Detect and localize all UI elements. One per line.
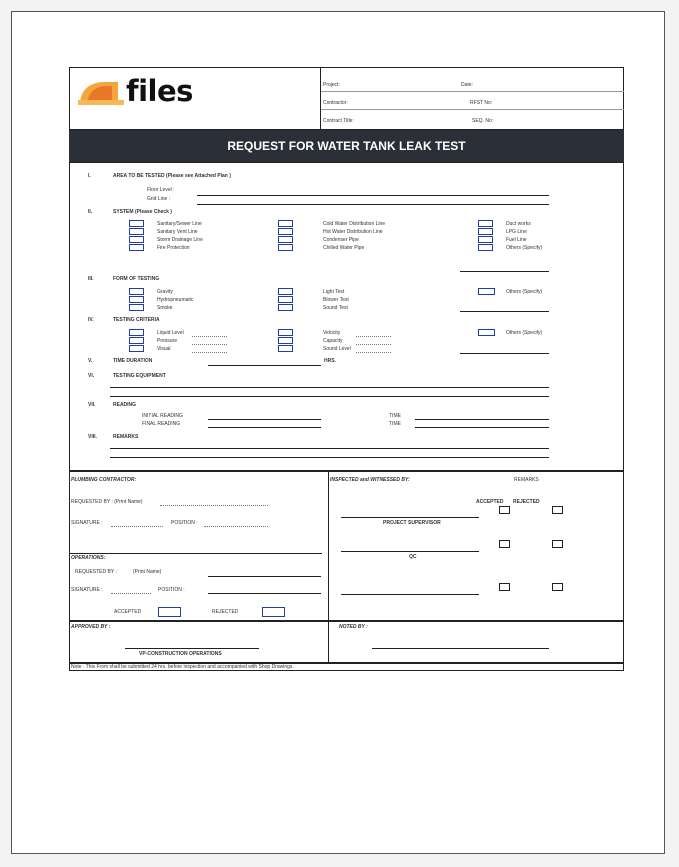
note-text: Note : This From shall be submitted 24 hrs. before inspection and accompanied with Shop Drawings. xyxy=(71,664,294,670)
third-accepted-checkbox[interactable] xyxy=(499,583,510,591)
criteria-others-field[interactable] xyxy=(460,353,549,354)
system-checkbox-4[interactable] xyxy=(129,244,144,251)
third-rejected-checkbox[interactable] xyxy=(552,583,563,591)
system-others-field[interactable] xyxy=(460,271,549,272)
form-page: files Project: Date: Contractor: RFST No: Contract Title: SEQ. No: REQUEST FOR WATER TANK LEAK TEST I. AREA TO BE TESTED (Please see Attached Plan ) Floor Level : Grid Line : II. SYSTEM (Please Check ) Sanitary/Sewer Line Sanitary Vent Line Storm Drainage Line Fire Protection Cold Water Distribution Line Hot Water Distribution Line Condenser Pipe Chilled Water Pipe Duct works LPG Line Fuel Line Others (Specify) III. FORM OF TESTING Gravity Hydropneumatic Smoke Light Test Blower Test Sound Test Others (Specify) IV. TESTING CRITERIA Liquid Level Pressure Visual Velocity Capacity Sound Level Others (Specify) V. TIME DURATION HRS. VI. TESTING EQUIPMENT VII. READING INITIAL READING TIME FINAL READING TIME VIII. REMARKS PLUMBING CONTRACTOR: REQUESTED BY : (Print Name) SIGNATURE : POSITION : INSPECTED and WITNESSED BY: REMARKS ACCEPTED REJECTED PROJECT SUPERVISOR QC OPERATIONS: REQUESTED BY : (Print Name) SIGNATURE : POSITION : ACCEPTED REJECTED APPROVED BY : VP-CONSTRUCTION OPERATIONS NOTED BY : Note : This From shall be submitted 24 hrs. before inspection and accompanied with Shop Drawings. xyxy=(11,11,665,854)
remarks-label: REMARKS xyxy=(113,434,139,440)
system-checkbox-5[interactable] xyxy=(278,220,293,227)
logo-text: files xyxy=(126,74,193,108)
qc-accepted-checkbox[interactable] xyxy=(499,540,510,548)
system-checkbox-3[interactable] xyxy=(129,236,144,243)
hardhat-icon xyxy=(78,78,126,108)
system-checkbox-8[interactable] xyxy=(278,244,293,251)
operations-position-field[interactable] xyxy=(208,593,321,594)
supervisor-accepted-checkbox[interactable] xyxy=(499,506,510,514)
equipment-field-2[interactable] xyxy=(110,396,549,397)
form-checkbox-6[interactable] xyxy=(278,304,293,311)
plumbing-position-field[interactable] xyxy=(204,526,268,527)
inspected-title: INSPECTED and WITNESSED BY: xyxy=(330,477,410,483)
duration-field[interactable] xyxy=(208,365,321,366)
signature-box xyxy=(69,471,624,621)
contract-title-label: Contract Title: xyxy=(323,118,354,124)
operations-name-field[interactable] xyxy=(208,576,321,577)
supervisor-rejected-checkbox[interactable] xyxy=(552,506,563,514)
form-checkbox-others[interactable] xyxy=(478,288,495,295)
noted-sign-line[interactable] xyxy=(372,648,549,649)
title-bar xyxy=(69,130,624,162)
form-others-field[interactable] xyxy=(460,311,549,312)
criteria-checkbox-4[interactable] xyxy=(278,329,293,336)
remarks-field-2[interactable] xyxy=(110,457,549,458)
form-checkbox-2[interactable] xyxy=(129,296,144,303)
criteria-checkbox-3[interactable] xyxy=(129,345,144,352)
area-label: AREA TO BE TESTED (Please see Attached Plan ) xyxy=(113,173,231,179)
reading-label: READING xyxy=(113,402,137,408)
operations-accepted-checkbox[interactable] xyxy=(158,607,181,617)
form-title: REQUEST FOR WATER TANK LEAK TEST xyxy=(227,139,466,153)
system-checkbox-10[interactable] xyxy=(478,228,493,235)
form-checkbox-5[interactable] xyxy=(278,296,293,303)
qc-sign-line[interactable] xyxy=(341,551,479,552)
equipment-label: TESTING EQUIPMENT xyxy=(113,373,166,379)
criteria-checkbox-6[interactable] xyxy=(278,345,293,352)
supervisor-sign-line[interactable] xyxy=(341,517,479,518)
form-checkbox-1[interactable] xyxy=(129,288,144,295)
final-time-field[interactable] xyxy=(415,427,549,428)
floor-level-field[interactable] xyxy=(197,195,549,196)
criteria-checkbox-2[interactable] xyxy=(129,337,144,344)
system-checkbox-9[interactable] xyxy=(478,220,493,227)
form-checkbox-3[interactable] xyxy=(129,304,144,311)
form-testing-label: FORM OF TESTING xyxy=(113,276,160,282)
operations-rejected-checkbox[interactable] xyxy=(262,607,285,617)
remarks-field-1[interactable] xyxy=(110,448,549,449)
contractor-label: Contractor: xyxy=(323,100,348,106)
system-label: SYSTEM (Please Check ) xyxy=(113,209,172,215)
system-checkbox-1[interactable] xyxy=(129,220,144,227)
operations-signature-field[interactable] xyxy=(111,593,151,594)
seq-label: SEQ. No: xyxy=(472,118,494,124)
system-checkbox-7[interactable] xyxy=(278,236,293,243)
system-checkbox-12[interactable] xyxy=(478,244,493,251)
system-checkbox-2[interactable] xyxy=(129,228,144,235)
final-reading-field[interactable] xyxy=(208,427,321,428)
system-checkbox-11[interactable] xyxy=(478,236,493,243)
duration-label: TIME DURATION xyxy=(113,358,153,364)
initial-time-field[interactable] xyxy=(415,419,549,420)
equipment-field-1[interactable] xyxy=(110,387,549,388)
date-label: Date: xyxy=(461,82,473,88)
qc-rejected-checkbox[interactable] xyxy=(552,540,563,548)
plumbing-name-field[interactable] xyxy=(160,505,268,506)
criteria-checkbox-others[interactable] xyxy=(478,329,495,336)
system-checkbox-6[interactable] xyxy=(278,228,293,235)
noted-title: NOTED BY : xyxy=(339,624,368,630)
logo xyxy=(78,74,218,108)
criteria-checkbox-1[interactable] xyxy=(129,329,144,336)
criteria-label: TESTING CRITERIA xyxy=(113,317,160,323)
plumbing-signature-field[interactable] xyxy=(111,526,163,527)
plumbing-title: PLUMBING CONTRACTOR: xyxy=(71,477,137,483)
grid-line-field[interactable] xyxy=(197,204,549,205)
approved-title: APPROVED BY : xyxy=(71,624,111,630)
project-label: Project: xyxy=(323,82,340,88)
operations-title: OPERATIONS: xyxy=(71,555,106,561)
approved-sign-line[interactable] xyxy=(125,648,259,649)
criteria-checkbox-5[interactable] xyxy=(278,337,293,344)
form-checkbox-4[interactable] xyxy=(278,288,293,295)
rfst-label: RFST No: xyxy=(470,100,493,106)
initial-reading-field[interactable] xyxy=(208,419,321,420)
third-sign-line[interactable] xyxy=(341,594,479,595)
